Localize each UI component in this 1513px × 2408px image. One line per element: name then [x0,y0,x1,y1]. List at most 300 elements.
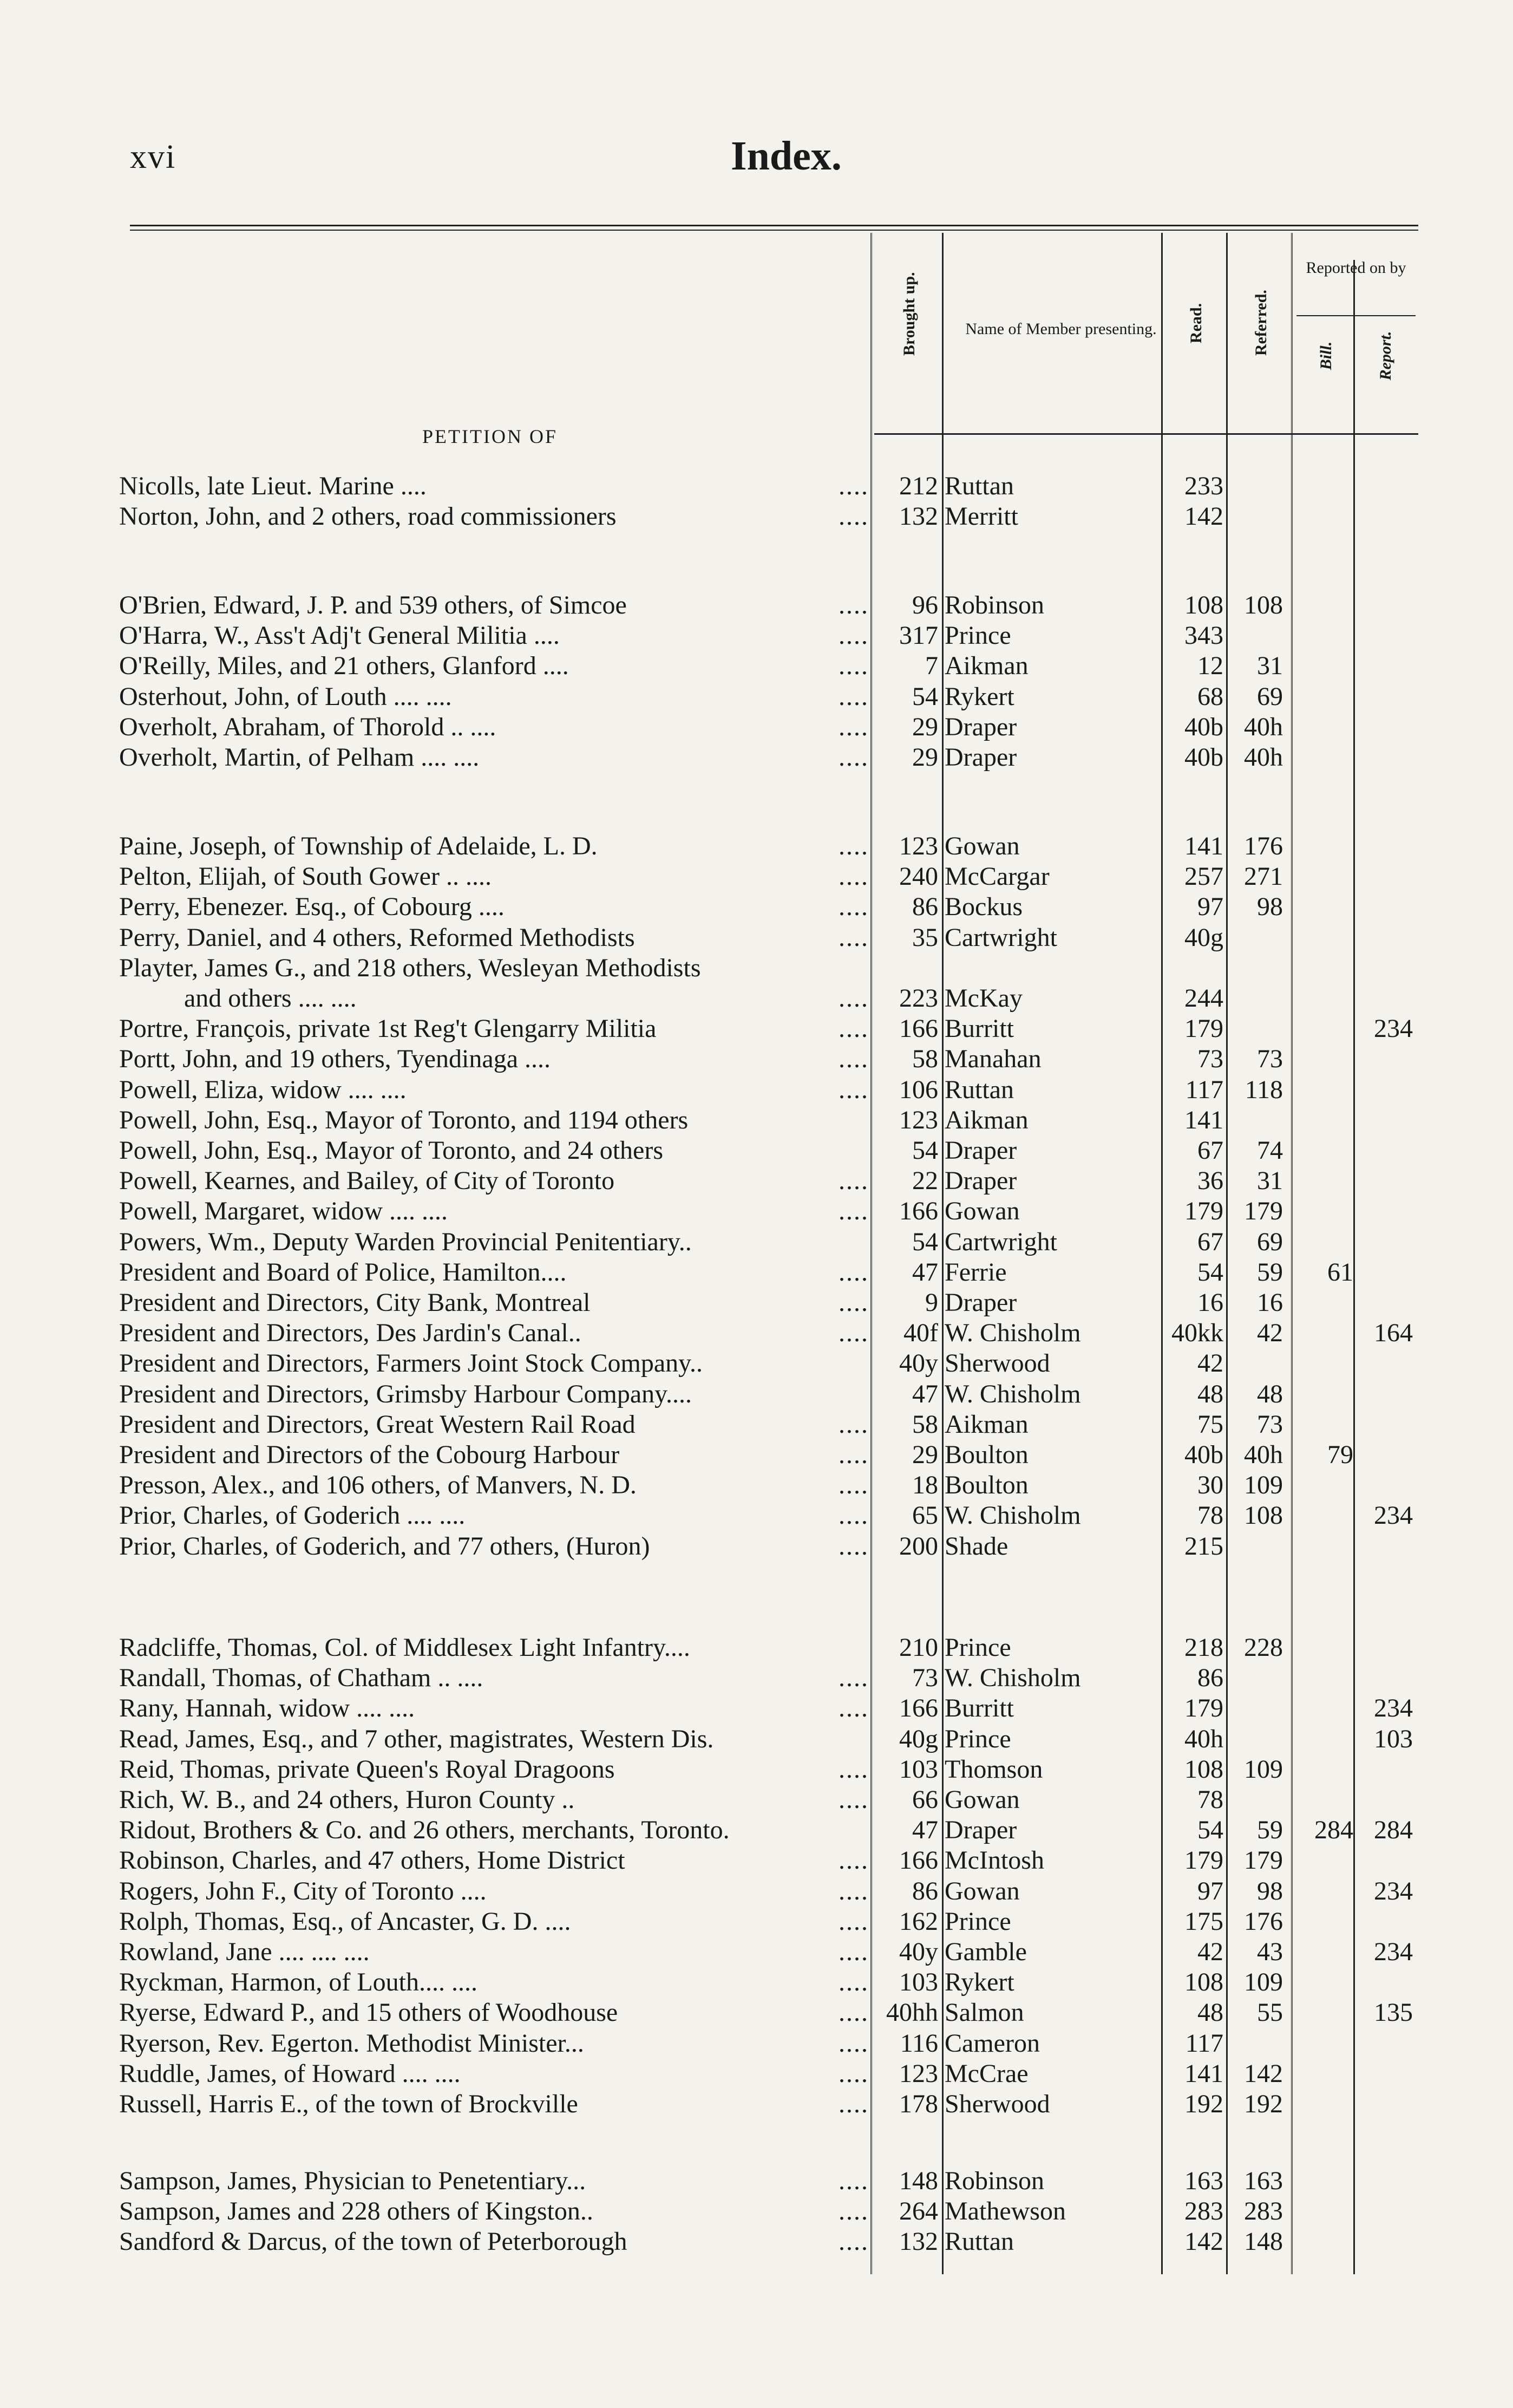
entry-rp: 234 [1374,1937,1413,1966]
index-entry-row [0,1470,1513,1500]
entry-name: Osterhout, John, of Louth .... .... [119,682,452,711]
entry-rf: 228 [1244,1633,1283,1662]
entry-rd: 142 [1184,2227,1223,2256]
entry-mem: Prince [945,621,1011,650]
entry-rd: 68 [1197,682,1223,711]
entry-dots: .... [839,1045,869,1073]
index-entry-row [0,1815,1513,1845]
entry-dots: .... [839,1907,869,1936]
entry-dots: .... [839,1532,869,1561]
entry-mem: Prince [945,1725,1011,1753]
entry-rf: 42 [1257,1319,1283,1347]
entry-rd: 40kk [1171,1319,1223,1347]
entry-rd: 117 [1185,1075,1223,1104]
index-entry-row [0,1937,1513,1967]
entry-rp: 135 [1374,1998,1413,2027]
entry-dots: .... [839,1785,869,1814]
entry-rf: 55 [1257,1998,1283,2027]
entry-rf: 283 [1244,2197,1283,2226]
entry-dots: .... [839,713,869,741]
entry-mem: McIntosh [945,1846,1044,1875]
entry-rd: 215 [1184,1532,1223,1561]
entry-dots: .... [839,1471,869,1499]
entry-rf: 69 [1257,682,1283,711]
index-entry-row [0,682,1513,712]
index-entry-row [0,983,1513,1014]
entry-rf: 98 [1257,892,1283,921]
entry-rp: 103 [1374,1725,1413,1753]
entry-mem: W. Chisholm [945,1319,1081,1347]
entry-mem: McCrae [945,2059,1029,2088]
entry-name: Ryerson, Rev. Egerton. Methodist Minister... [119,2029,584,2058]
index-entry-row [0,1633,1513,1663]
header-referred: Referred. [1252,290,1270,356]
entry-rf: 31 [1257,651,1283,680]
entry-rd: 67 [1197,1136,1223,1165]
entry-name: Portt, John, and 19 others, Tyendinaga .... [119,1045,551,1073]
entry-name: Perry, Daniel, and 4 others, Reformed Methodists [119,923,635,952]
entry-name: Ryckman, Harmon, of Louth.... .... [119,1968,477,1996]
entry-rd: 54 [1197,1258,1223,1287]
entry-mem: Draper [945,713,1017,741]
entry-name: Perry, Ebenezer. Esq., of Cobourg .... [119,892,505,921]
entry-bu: 22 [912,1166,938,1195]
entry-dots: .... [839,1877,869,1905]
entry-mem: Robinson [945,2166,1045,2195]
entry-rf: 271 [1244,862,1283,891]
index-entry-row [0,1845,1513,1876]
index-entry-row [0,1318,1513,1348]
entry-name: Powell, John, Esq., Mayor of Toronto, and 1194 others [119,1106,689,1134]
entry-dots: .... [839,1755,869,1784]
entry-mem: Cartwright [945,923,1057,952]
entry-bu: 66 [912,1785,938,1814]
header-report: Report. [1377,331,1394,381]
entry-name: Powell, Margaret, widow .... .... [119,1197,448,1225]
entry-rd: 16 [1197,1288,1223,1317]
header-brought-up: Brought up. [900,272,918,356]
entry-rd: 257 [1184,862,1223,891]
entry-rf: 40h [1244,1440,1283,1469]
entry-rd: 30 [1197,1471,1223,1499]
index-entry-row [0,1075,1513,1105]
entry-rp: 234 [1374,1694,1413,1722]
entry-rf: 69 [1257,1228,1283,1256]
entry-rf: 16 [1257,1288,1283,1317]
index-entry-row [0,742,1513,773]
entry-bu: 47 [912,1816,938,1844]
entry-rp: 234 [1374,1501,1413,1530]
index-entry-row [0,2196,1513,2227]
index-entry-row [0,1967,1513,1998]
entry-bu: 47 [912,1380,938,1408]
entry-name: President and Directors, Grimsby Harbour Company.... [119,1380,692,1408]
entry-name: Rogers, John F., City of Toronto .... [119,1877,487,1905]
entry-rf: 73 [1257,1410,1283,1439]
entry-mem: Ruttan [945,1075,1014,1104]
entry-mem: Cartwright [945,1228,1057,1256]
entry-rd: 244 [1184,984,1223,1013]
entry-rf: 179 [1244,1846,1283,1875]
entry-bu: 7 [925,651,938,680]
index-entry-row [0,1409,1513,1440]
entry-rd: 141 [1184,2059,1223,2088]
entry-rf: 59 [1257,1816,1283,1844]
entry-bu: 166 [899,1014,938,1043]
entry-name: Powell, Eliza, widow .... .... [119,1075,407,1104]
entry-mem: Ruttan [945,472,1014,500]
entry-bu: 29 [912,743,938,772]
entry-mem: Boulton [945,1471,1029,1499]
entry-dots: .... [839,892,869,921]
entry-rd: 97 [1197,892,1223,921]
entry-name: Rowland, Jane .... .... .... [119,1937,370,1966]
entry-rf: 43 [1257,1937,1283,1966]
entry-rp: 284 [1374,1816,1413,1844]
entry-name: President and Directors, Great Western Rail Road [119,1410,636,1439]
entry-rd: 343 [1184,621,1223,650]
header-reported-rule [1296,315,1416,316]
entry-name: Robinson, Charles, and 47 others, Home District [119,1846,625,1875]
index-entry-row [0,621,1513,651]
entry-mem: Burritt [945,1694,1014,1722]
entry-name: President and Directors, City Bank, Montreal [119,1288,591,1317]
entry-name: Powell, John, Esq., Mayor of Toronto, and 24 others [119,1136,663,1165]
index-entry-row [0,590,1513,621]
entry-mem: Boulton [945,1440,1029,1469]
top-rule [130,225,1418,226]
entry-name: Norton, John, and 2 others, road commissioners [119,502,617,531]
entry-bu: 65 [912,1501,938,1530]
entry-bu: 40hh [886,1998,938,2027]
entry-rf: 40h [1244,713,1283,741]
entry-rd: 97 [1197,1877,1223,1905]
index-entry-row [0,2059,1513,2089]
entry-mem: Bockus [945,892,1023,921]
index-entry-row [0,2166,1513,2196]
entry-rd: 283 [1184,2197,1223,2226]
entry-dots: .... [839,984,869,1013]
index-entry-row [0,651,1513,681]
entry-name: Powers, Wm., Deputy Warden Provincial Penitentiary.. [119,1228,692,1256]
entry-bu: 40y [899,1349,938,1378]
index-entry-row [0,1724,1513,1754]
entry-bu: 9 [925,1288,938,1317]
entry-rf: 163 [1244,2166,1283,2195]
entry-mem: Aikman [945,651,1029,680]
entry-name: O'Harra, W., Ass't Adj't General Militia .... [119,621,560,650]
entry-mem: Prince [945,1633,1011,1662]
entry-rd: 163 [1184,2166,1223,2195]
index-entry-row [0,1907,1513,1937]
entry-dots: .... [839,1197,869,1225]
entry-mem: Mathewson [945,2197,1066,2226]
entry-name: Prior, Charles, of Goderich, and 77 others, (Huron) [119,1532,650,1561]
entry-dots: .... [839,2029,869,2058]
entry-name: Pelton, Elijah, of South Gower .. .... [119,862,492,891]
entry-rd: 12 [1197,651,1223,680]
index-entry-row [0,1531,1513,1562]
entry-bu: 106 [899,1075,938,1104]
entry-rf: 48 [1257,1380,1283,1408]
entry-dots: .... [839,1663,869,1692]
entry-name: Ridout, Brothers & Co. and 26 others, merchants, Toronto. [119,1816,730,1844]
entry-rd: 73 [1197,1045,1223,1073]
entry-name: Sampson, James, Physician to Penetentiary... [119,2166,586,2195]
entry-rd: 233 [1184,472,1223,500]
header-read: Read. [1187,303,1205,344]
entry-name: Radcliffe, Thomas, Col. of Middlesex Light Infantry.... [119,1633,690,1662]
index-entry-row [0,1257,1513,1288]
entry-bu: 212 [899,472,938,500]
entry-name: Russell, Harris E., of the town of Brockville [119,2090,578,2118]
entry-mem: Draper [945,1136,1017,1165]
entry-dots: .... [839,923,869,952]
entry-name: Presson, Alex., and 106 others, of Manvers, N. D. [119,1471,637,1499]
entry-bu: 166 [899,1197,938,1225]
entry-dots: .... [839,2090,869,2118]
entry-dots: .... [839,1440,869,1469]
entry-rd: 179 [1184,1014,1223,1043]
entry-rf: 74 [1257,1136,1283,1165]
index-entry-row [0,2028,1513,2059]
entry-mem: Gowan [945,1197,1020,1225]
entry-bu: 123 [899,1106,938,1134]
entry-name: Powell, Kearnes, and Bailey, of City of Toronto [119,1166,615,1195]
entry-bu: 40y [899,1937,938,1966]
entry-bu: 223 [899,984,938,1013]
index-entry-row [0,1663,1513,1693]
entry-bl: 79 [1327,1440,1353,1469]
entry-rp: 164 [1374,1319,1413,1347]
entry-dots: .... [839,1501,869,1530]
entry-bl: 61 [1327,1258,1353,1287]
index-entry-row [0,862,1513,892]
entry-rf: 73 [1257,1045,1283,1073]
entry-rd: 40h [1184,1725,1223,1753]
entry-bu: 123 [899,2059,938,2088]
entry-rd: 179 [1184,1846,1223,1875]
entry-dots: .... [839,472,869,500]
entry-mem: Cameron [945,2029,1040,2058]
entry-dots: .... [839,862,869,891]
entry-rd: 48 [1197,1380,1223,1408]
entry-dots: .... [839,502,869,531]
entry-mem: Shade [945,1532,1008,1561]
index-entry-row [0,2227,1513,2257]
entry-mem: Gowan [945,832,1020,860]
index-entry-row [0,1044,1513,1074]
entry-mem: Merritt [945,502,1018,531]
entry-rd: 86 [1197,1663,1223,1692]
entry-bu: 240 [899,862,938,891]
entry-mem: Burritt [945,1014,1014,1043]
entry-dots: .... [839,1319,869,1347]
entry-rd: 108 [1184,1755,1223,1784]
entry-name: Randall, Thomas, of Chatham .. .... [119,1663,483,1692]
entry-dots: .... [839,591,869,619]
entry-name: Sandford & Darcus, of the town of Peterborough [119,2227,627,2256]
entry-rf: 176 [1244,1907,1283,1936]
page-number: xvi [130,139,176,175]
index-entry-row [0,712,1513,742]
entry-bu: 40f [903,1319,938,1347]
entry-mem: McKay [945,984,1023,1013]
entry-rd: 40g [1184,923,1223,952]
entry-bu: 166 [899,1694,938,1722]
entry-bu: 132 [899,2227,938,2256]
entry-name: Paine, Joseph, of Township of Adelaide, L. D. [119,832,598,860]
entry-bu: 162 [899,1907,938,1936]
entry-bu: 47 [912,1258,938,1287]
index-entry-row [0,1693,1513,1724]
entry-dots: .... [839,1410,869,1439]
entry-dots: .... [839,621,869,650]
header-bill: Bill. [1317,341,1335,370]
entry-dots: .... [839,1694,869,1722]
entry-rd: 179 [1184,1197,1223,1225]
entry-name: President and Directors, Farmers Joint Stock Company.. [119,1349,703,1378]
entry-mem: Draper [945,1166,1017,1195]
entry-name: Rich, W. B., and 24 others, Huron County .. [119,1785,575,1814]
entry-rf: 98 [1257,1877,1283,1905]
entry-bu: 103 [899,1968,938,1996]
entry-dots: .... [839,1258,869,1287]
entry-bu: 210 [899,1633,938,1662]
entry-dots: .... [839,1968,869,1996]
entry-dots: .... [839,743,869,772]
entry-mem: McCargar [945,862,1050,891]
index-entry-row [0,831,1513,862]
entry-mem: Rykert [945,682,1014,711]
entry-mem: Salmon [945,1998,1024,2027]
index-entry-row [0,1876,1513,1907]
index-entry-row [0,1105,1513,1136]
entry-name: President and Board of Police, Hamilton.... [119,1258,567,1287]
index-entry-row [0,1227,1513,1257]
entry-mem: W. Chisholm [945,1663,1081,1692]
header-member: Name of Member presenting. [965,320,1157,338]
entry-name: President and Directors of the Cobourg Harbour [119,1440,620,1469]
entry-name: Overholt, Abraham, of Thorold .. .... [119,713,496,741]
entry-dots: .... [839,832,869,860]
entry-rd: 36 [1197,1166,1223,1195]
entry-name: Prior, Charles, of Goderich .... .... [119,1501,466,1530]
entry-bu: 132 [899,502,938,531]
entry-dots: .... [839,651,869,680]
entry-mem: Manahan [945,1045,1042,1073]
entry-mem: Sherwood [945,2090,1050,2118]
index-entry-row [0,1379,1513,1409]
entry-rd: 192 [1184,2090,1223,2118]
entry-mem: Aikman [945,1106,1029,1134]
entry-dots: .... [839,1014,869,1043]
entry-bu: 86 [912,892,938,921]
entry-bu: 54 [912,682,938,711]
index-entry-row [0,1998,1513,2028]
index-entry-row [0,923,1513,953]
index-entry-row [0,1440,1513,1470]
entry-bl: 284 [1314,1816,1353,1844]
entry-bu: 123 [899,832,938,860]
entry-bu: 54 [912,1136,938,1165]
entry-bu: 86 [912,1877,938,1905]
entry-rd: 78 [1197,1501,1223,1530]
entry-rf: 31 [1257,1166,1283,1195]
entry-bu: 96 [912,591,938,619]
index-entry-row [0,1348,1513,1379]
index-entry-row [0,953,1513,983]
entry-rf: 179 [1244,1197,1283,1225]
entry-dots: .... [839,2197,869,2226]
entry-bu: 116 [900,2029,938,2058]
entry-rd: 179 [1184,1694,1223,1722]
entry-name: Nicolls, late Lieut. Marine .... [119,472,427,500]
petition-label: PETITION OF [422,426,558,447]
entry-bu: 148 [899,2166,938,2195]
entry-mem: Thomson [945,1755,1043,1784]
entry-rd: 141 [1184,1106,1223,1134]
entry-bu: 103 [899,1755,938,1784]
entry-bu: 40g [899,1725,938,1753]
entry-name: O'Brien, Edward, J. P. and 539 others, of Simcoe [119,591,627,619]
entry-name: Ruddle, James, of Howard .... .... [119,2059,461,2088]
entry-mem: Draper [945,1288,1017,1317]
entry-rd: 67 [1197,1228,1223,1256]
entry-dots: .... [839,2059,869,2088]
entry-bu: 18 [912,1471,938,1499]
entry-rf: 109 [1244,1755,1283,1784]
entry-mem: Rykert [945,1968,1014,1996]
entry-name: Reid, Thomas, private Queen's Royal Dragoons [119,1755,615,1784]
entry-bu: 58 [912,1410,938,1439]
entry-mem: W. Chisholm [945,1501,1081,1530]
index-entry-row [0,1014,1513,1044]
entry-bu: 178 [899,2090,938,2118]
entry-rp: 234 [1374,1014,1413,1043]
entry-rd: 108 [1184,591,1223,619]
index-entry-row [0,1166,1513,1196]
entry-rf: 40h [1244,743,1283,772]
entry-rd: 40b [1184,1440,1223,1469]
entry-rf: 142 [1244,2059,1283,2088]
entry-name: Ryerse, Edward P., and 15 others of Woodhouse [119,1998,618,2027]
entry-dots: .... [839,1075,869,1104]
entry-bu: 35 [912,923,938,952]
entry-rd: 48 [1197,1998,1223,2027]
entry-mem: W. Chisholm [945,1380,1081,1408]
header-bottom-rule [874,433,1418,435]
index-entry-row [0,1288,1513,1318]
entry-name: Portre, François, private 1st Reg't Glengarry Militia [119,1014,657,1043]
entry-dots: .... [839,682,869,711]
entry-name: Overholt, Martin, of Pelham .... .... [119,743,480,772]
entry-name: President and Directors, Des Jardin's Canal.. [119,1319,581,1347]
entry-rf: 109 [1244,1471,1283,1499]
entry-mem: Ferrie [945,1258,1007,1287]
entry-rd: 175 [1184,1907,1223,1936]
entry-rd: 78 [1197,1785,1223,1814]
entry-rf: 59 [1257,1258,1283,1287]
entry-bu: 54 [912,1228,938,1256]
entry-rd: 42 [1197,1937,1223,1966]
entry-dots: .... [839,1288,869,1317]
index-entry-row [0,1754,1513,1785]
entry-rd: 42 [1197,1349,1223,1378]
entry-rd: 218 [1184,1633,1223,1662]
entry-bu: 29 [912,1440,938,1469]
entry-rf: 176 [1244,832,1283,860]
